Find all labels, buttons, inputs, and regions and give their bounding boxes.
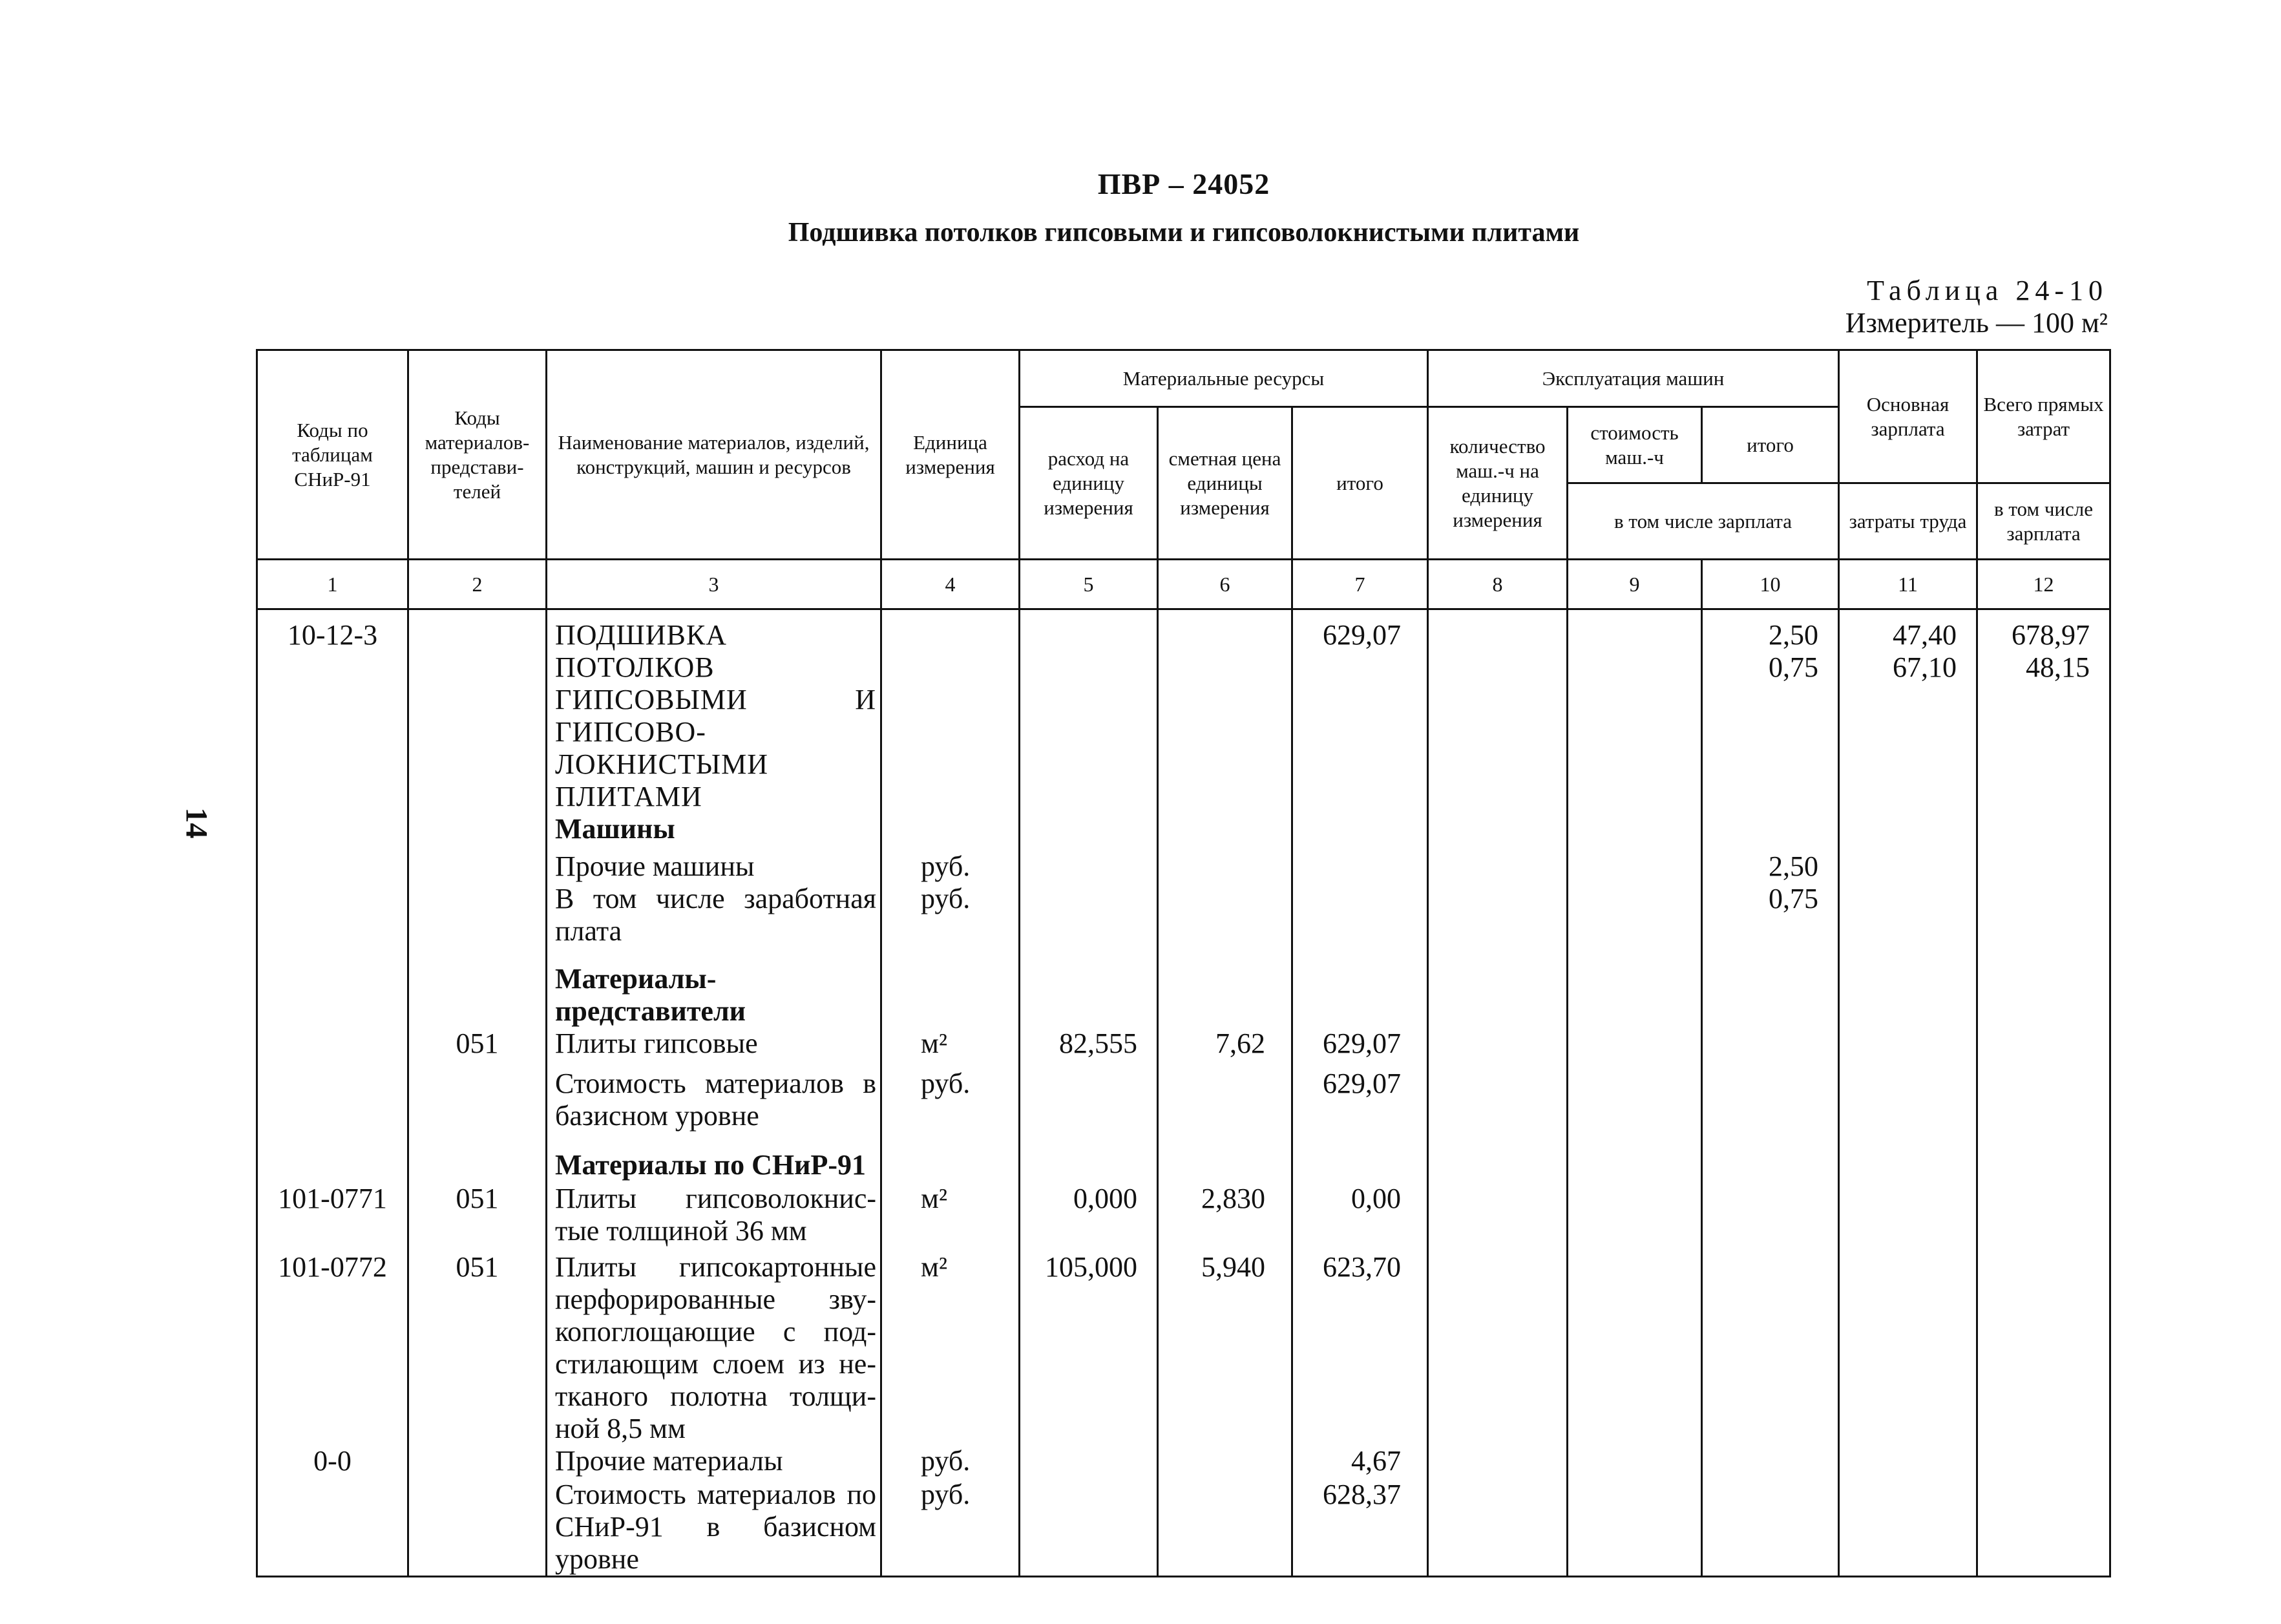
cell-name: Прочие машины [547,850,881,883]
cell-price: 2,830 [1158,1183,1292,1251]
col-header-direct-costs: Всего прямых затрат [1977,350,2110,483]
cell-mat-total: 623,70 [1292,1251,1428,1445]
cell-rep-code: 051 [408,1028,547,1068]
col-header-machine-wage: в том числе зарплата [1568,483,1839,560]
cell-mat-total: 629,07 [1292,1028,1428,1068]
col-header-rep-codes: Коды материалов-представи-телей [408,350,547,560]
cell-name: В том числе заработная плата [547,883,881,963]
col-number: 3 [547,560,881,609]
col-number: 10 [1702,560,1839,609]
col-header-snir-codes: Коды по таблицам СНиР-91 [257,350,408,560]
cell-rate: 105,000 [1020,1251,1158,1445]
col-header-name: Наименование материалов, изделий, конструкций, машин и ресурсов [547,350,881,560]
table-row [257,1068,2110,1149]
cell-name: Стоимость материалов в базисном уровне [547,1068,881,1149]
section-title-snir-materials: Материалы по СНиР-91 [547,1149,881,1183]
cell-unit: руб. [881,883,1020,963]
cell-name: Плиты гипсовые [547,1028,881,1068]
cell-mat-total: 629,07 [1292,609,1428,814]
section-row [257,813,2110,850]
table-row [257,883,2110,963]
col-number: 8 [1428,560,1568,609]
section-title-rep-materials: Материалы-представители [547,963,881,1028]
cell-machine-total: 0,75 [1702,883,1839,963]
direct-cost-value: 678,97 [2012,619,2090,651]
col-header-price: сметная цена единицы измерения [1158,407,1292,560]
direct-wage-value: 48,15 [2026,651,2090,683]
machine-total-value: 2,50 [1769,619,1819,651]
cell-unit: м² [881,1183,1020,1251]
cell-snir-code: 101-0772 [257,1251,408,1445]
col-header-direct-wage: в том числе зарплата [1977,483,2110,560]
page-number: 14 [179,807,214,839]
cell-rep-code: 051 [408,1183,547,1251]
cell-rate: 0,000 [1020,1183,1158,1251]
table-row [257,1479,2110,1577]
labor-value: 67,10 [1893,651,1957,683]
cell-unit: руб. [881,1068,1020,1149]
cell-wage [1839,609,1977,814]
cell-price: 7,62 [1158,1028,1292,1068]
col-number: 4 [881,560,1020,609]
group-header-machines: Эксплуатация машин [1428,350,1839,407]
group-header-materials: Материальные ресурсы [1020,350,1428,407]
section-row [257,1149,2110,1183]
cell-unit: м² [881,1251,1020,1445]
col-header-mat-total: итого [1292,407,1428,560]
table-row [257,1028,2110,1068]
cell-snir-code: 10-12-3 [257,609,408,814]
cell-machine-total: 2,50 [1702,850,1839,883]
cell-rep-code: 051 [408,1251,547,1445]
cell-mat-total: 629,07 [1292,1068,1428,1149]
table-row [257,1251,2110,1445]
cell-unit: руб. [881,1445,1020,1479]
document-title: Подшивка потолков гипсовыми и гипсоволокнистыми плитами [788,218,1580,248]
col-header-unit: Единица измерения [881,350,1020,560]
col-number: 12 [1977,560,2110,609]
col-number: 1 [257,560,408,609]
cell-rate: 82,555 [1020,1028,1158,1068]
table-label: Таблица 24-10 [1867,275,2108,306]
col-header-labor: затраты труда [1839,483,1977,560]
col-number: 9 [1568,560,1702,609]
col-number: 11 [1839,560,1977,609]
table-row [257,609,2110,814]
cell-unit: м² [881,1028,1020,1068]
norm-table [256,349,2111,1577]
col-header-machine-total: итого [1702,407,1839,483]
table-row [257,850,2110,883]
table-row [257,1183,2110,1251]
cell-machine-total [1702,609,1839,814]
cell-mat-total: 4,67 [1292,1445,1428,1479]
cell-name: ПОДШИВКА ПОТОЛКОВ ГИПСОВЫМИ И ГИПСОВО-ЛОКНИСТЫМИ ПЛИТАМИ [547,609,881,814]
cell-price: 5,940 [1158,1251,1292,1445]
col-number: 6 [1158,560,1292,609]
col-header-base-wage: Основная зарплата [1839,350,1977,483]
machine-wage-value: 0,75 [1769,651,1819,683]
unit-label: Измеритель — 100 м² [1845,307,2108,339]
cell-name: Стоимость материалов по СНиР-91 в базисном уровне [547,1479,881,1577]
base-wage-value: 47,40 [1893,619,1957,651]
cell-name: Прочие материалы [547,1445,881,1479]
cell-mat-total: 0,00 [1292,1183,1428,1251]
cell-unit: руб. [881,1479,1020,1577]
cell-name: Плиты гипсокартонные перфорированные зву-копоглощающие с под-стилающим слоем из не-тканого полотна толщи-ной 8,5 мм [547,1251,881,1445]
col-number: 2 [408,560,547,609]
cell-unit: руб. [881,850,1020,883]
section-title-machines: Машины [547,813,881,850]
cell-snir-code: 0-0 [257,1445,408,1479]
cell-mat-total: 628,37 [1292,1479,1428,1577]
col-number: 5 [1020,560,1158,609]
table-row [257,1445,2110,1479]
col-header-machine-hours: количество маш.-ч на единицу измерения [1428,407,1568,560]
section-row [257,963,2110,1028]
cell-direct [1977,609,2110,814]
col-header-rate: расход на единицу измерения [1020,407,1158,560]
col-number: 7 [1292,560,1428,609]
cell-name: Плиты гипсоволокнис-тые толщиной 36 мм [547,1183,881,1251]
col-header-machine-cost: стоимость маш.-ч [1568,407,1702,483]
document-code: ПВР – 24052 [1097,167,1270,200]
cell-snir-code: 101-0771 [257,1183,408,1251]
